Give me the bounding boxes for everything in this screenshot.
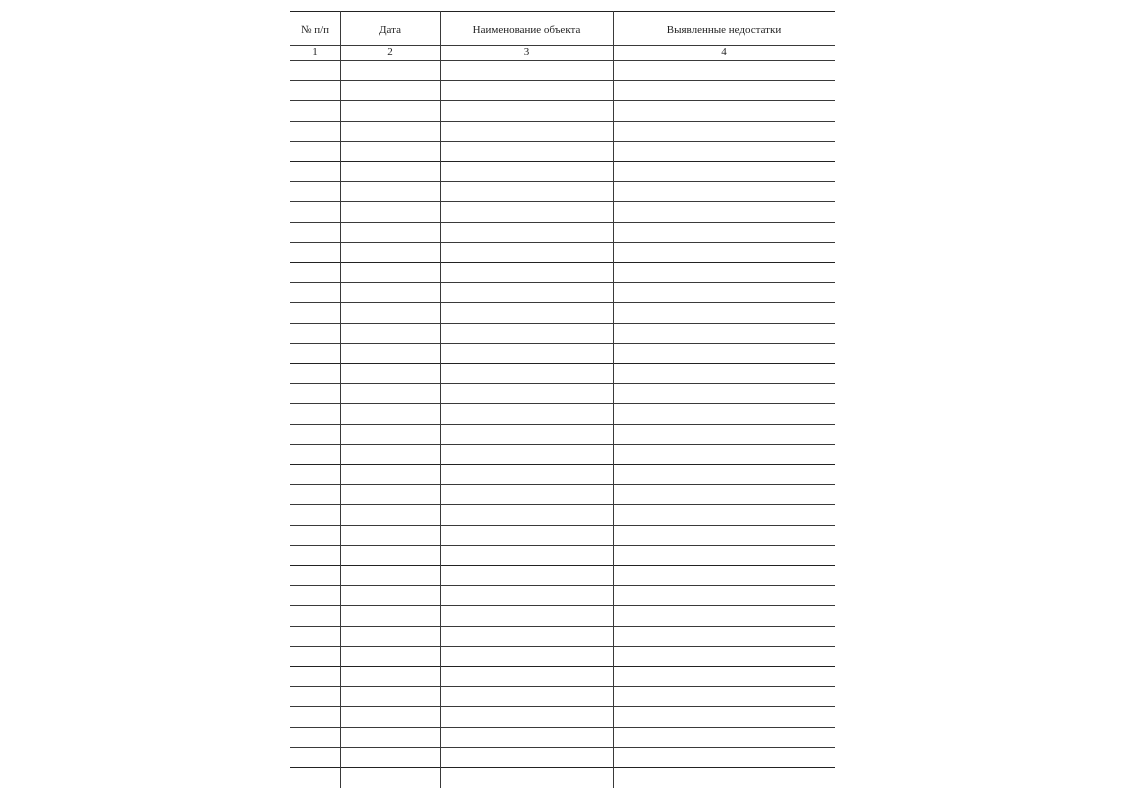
row-object-cell[interactable] [441,687,613,706]
row-defects-cell[interactable] [614,384,835,403]
row-date-cell[interactable] [341,101,440,120]
row-defects-cell[interactable] [614,344,835,363]
row-divider [290,181,835,182]
row-divider [290,605,835,606]
row-date-cell[interactable] [341,728,440,747]
row-number-cell[interactable] [291,445,340,464]
row-divider [290,262,835,263]
row-date-cell[interactable] [341,748,440,767]
row-defects-cell[interactable] [614,445,835,464]
row-defects-cell[interactable] [614,263,835,282]
row-divider [290,403,835,404]
row-number-cell[interactable] [291,485,340,504]
row-object-cell[interactable] [441,627,613,646]
row-object-cell[interactable] [441,526,613,545]
row-number-cell[interactable] [291,425,340,444]
row-object-cell[interactable] [441,303,613,322]
row-object-cell[interactable] [441,324,613,343]
row-date-cell[interactable] [341,465,440,484]
row-date-cell[interactable] [341,263,440,282]
column-number-4: 4 [721,46,727,58]
row-date-cell[interactable] [341,586,440,605]
row-defects-cell[interactable] [614,566,835,585]
row-object-cell[interactable] [441,728,613,747]
row-defects-cell[interactable] [614,627,835,646]
row-object-cell[interactable] [441,223,613,242]
row-divider [290,363,835,364]
row-number-cell[interactable] [291,364,340,383]
row-number-cell[interactable] [291,324,340,343]
row-date-cell[interactable] [341,485,440,504]
row-object-cell[interactable] [441,707,613,726]
row-defects-cell[interactable] [614,404,835,423]
row-object-cell[interactable] [441,566,613,585]
row-defects-cell[interactable] [614,425,835,444]
row-defects-cell[interactable] [614,748,835,767]
row-number-cell[interactable] [291,223,340,242]
header-number: № п/п [300,24,330,36]
row-divider [290,767,835,768]
column-numbers-bottom-border [290,60,835,61]
row-object-cell[interactable] [441,445,613,464]
row-object-cell[interactable] [441,667,613,686]
row-number-cell[interactable] [291,526,340,545]
row-date-cell[interactable] [341,142,440,161]
row-number-cell[interactable] [291,263,340,282]
row-defects-cell[interactable] [614,162,835,181]
header-date: Дата [379,24,401,36]
row-number-cell[interactable] [291,101,340,120]
row-defects-cell[interactable] [614,303,835,322]
row-number-cell[interactable] [291,627,340,646]
row-date-cell[interactable] [341,606,440,625]
row-divider [290,323,835,324]
row-defects-cell[interactable] [614,586,835,605]
row-date-cell[interactable] [341,445,440,464]
row-date-cell[interactable] [341,243,440,262]
row-defects-cell[interactable] [614,526,835,545]
row-number-cell[interactable] [291,61,340,80]
row-date-cell[interactable] [341,303,440,322]
row-divider [290,161,835,162]
row-object-cell[interactable] [441,647,613,666]
row-number-cell[interactable] [291,142,340,161]
row-defects-cell[interactable] [614,728,835,747]
row-date-cell[interactable] [341,647,440,666]
row-divider [290,80,835,81]
row-date-cell[interactable] [341,546,440,565]
row-number-cell[interactable] [291,283,340,302]
row-number-cell[interactable] [291,122,340,141]
row-divider [290,222,835,223]
row-divider [290,242,835,243]
row-number-cell[interactable] [291,586,340,605]
row-date-cell[interactable] [341,404,440,423]
row-number-cell[interactable] [291,566,340,585]
row-number-cell[interactable] [291,81,340,100]
row-defects-cell[interactable] [614,81,835,100]
row-defects-cell[interactable] [614,61,835,80]
row-date-cell[interactable] [341,223,440,242]
row-number-cell[interactable] [291,667,340,686]
row-number-cell[interactable] [291,465,340,484]
row-date-cell[interactable] [341,344,440,363]
row-object-cell[interactable] [441,586,613,605]
row-divider [290,565,835,566]
row-number-cell[interactable] [291,748,340,767]
row-defects-cell[interactable] [614,364,835,383]
row-defects-cell[interactable] [614,223,835,242]
row-date-cell[interactable] [341,526,440,545]
row-date-cell[interactable] [341,202,440,221]
row-number-cell[interactable] [291,162,340,181]
row-number-cell[interactable] [291,243,340,262]
row-date-cell[interactable] [341,61,440,80]
row-date-cell[interactable] [341,81,440,100]
row-defects-cell[interactable] [614,122,835,141]
row-divider [290,343,835,344]
row-object-cell[interactable] [441,384,613,403]
row-divider [290,444,835,445]
row-divider [290,141,835,142]
row-defects-cell[interactable] [614,283,835,302]
row-number-cell[interactable] [291,707,340,726]
row-divider [290,464,835,465]
row-number-cell[interactable] [291,344,340,363]
row-object-cell[interactable] [441,505,613,524]
row-number-cell[interactable] [291,404,340,423]
row-object-cell[interactable] [441,81,613,100]
row-divider [290,100,835,101]
row-divider [290,383,835,384]
row-date-cell[interactable] [341,384,440,403]
column-number-2: 2 [387,46,393,58]
row-defects-cell[interactable] [614,647,835,666]
row-object-cell[interactable] [441,606,613,625]
row-defects-cell[interactable] [614,546,835,565]
row-date-cell[interactable] [341,667,440,686]
row-date-cell[interactable] [341,566,440,585]
row-object-cell[interactable] [441,465,613,484]
row-divider [290,484,835,485]
row-divider [290,666,835,667]
row-divider [290,706,835,707]
row-date-cell[interactable] [341,182,440,201]
row-number-cell[interactable] [291,182,340,201]
row-number-cell[interactable] [291,384,340,403]
row-divider [290,201,835,202]
row-object-cell[interactable] [441,283,613,302]
row-divider [290,585,835,586]
row-object-cell[interactable] [441,162,613,181]
row-object-cell[interactable] [441,546,613,565]
row-date-cell[interactable] [341,627,440,646]
row-number-cell[interactable] [291,505,340,524]
row-divider [290,747,835,748]
row-defects-cell[interactable] [614,707,835,726]
row-divider [290,424,835,425]
row-object-cell[interactable] [441,122,613,141]
row-defects-cell[interactable] [614,606,835,625]
row-number-cell[interactable] [291,303,340,322]
row-object-cell[interactable] [441,182,613,201]
row-defects-cell[interactable] [614,202,835,221]
column-number-1: 1 [312,46,318,58]
header-object-name: Наименование объекта [472,24,581,36]
row-number-cell[interactable] [291,546,340,565]
row-object-cell[interactable] [441,485,613,504]
row-number-cell[interactable] [291,687,340,706]
row-defects-cell[interactable] [614,243,835,262]
row-date-cell[interactable] [341,687,440,706]
row-divider [290,686,835,687]
row-date-cell[interactable] [341,364,440,383]
row-object-cell[interactable] [441,344,613,363]
row-object-cell[interactable] [441,101,613,120]
row-object-cell[interactable] [441,263,613,282]
row-divider [290,282,835,283]
row-defects-cell[interactable] [614,182,835,201]
row-object-cell[interactable] [441,425,613,444]
row-divider [290,504,835,505]
row-defects-cell[interactable] [614,485,835,504]
row-date-cell[interactable] [341,425,440,444]
column-divider [613,11,614,788]
row-object-cell[interactable] [441,243,613,262]
row-divider [290,121,835,122]
row-object-cell[interactable] [441,142,613,161]
row-number-cell[interactable] [291,728,340,747]
column-number-3: 3 [523,46,530,58]
row-object-cell[interactable] [441,748,613,767]
table-top-border [290,11,835,12]
row-divider [290,646,835,647]
row-defects-cell[interactable] [614,505,835,524]
row-date-cell[interactable] [341,707,440,726]
row-defects-cell[interactable] [614,687,835,706]
row-divider [290,302,835,303]
row-date-cell[interactable] [341,324,440,343]
row-number-cell[interactable] [291,202,340,221]
row-date-cell[interactable] [341,283,440,302]
row-date-cell[interactable] [341,505,440,524]
row-divider [290,545,835,546]
row-defects-cell[interactable] [614,465,835,484]
row-object-cell[interactable] [441,202,613,221]
row-divider [290,727,835,728]
header-bottom-border [290,45,835,46]
row-defects-cell[interactable] [614,667,835,686]
row-object-cell[interactable] [441,61,613,80]
row-defects-cell[interactable] [614,142,835,161]
column-divider [340,11,341,788]
row-defects-cell[interactable] [614,324,835,343]
row-divider [290,626,835,627]
column-divider [440,11,441,788]
row-date-cell[interactable] [341,122,440,141]
row-number-cell[interactable] [291,647,340,666]
row-number-cell[interactable] [291,606,340,625]
row-object-cell[interactable] [441,364,613,383]
row-divider [290,525,835,526]
row-date-cell[interactable] [341,162,440,181]
header-found-defects: Выявленные недостатки [666,24,782,36]
row-defects-cell[interactable] [614,101,835,120]
row-object-cell[interactable] [441,404,613,423]
